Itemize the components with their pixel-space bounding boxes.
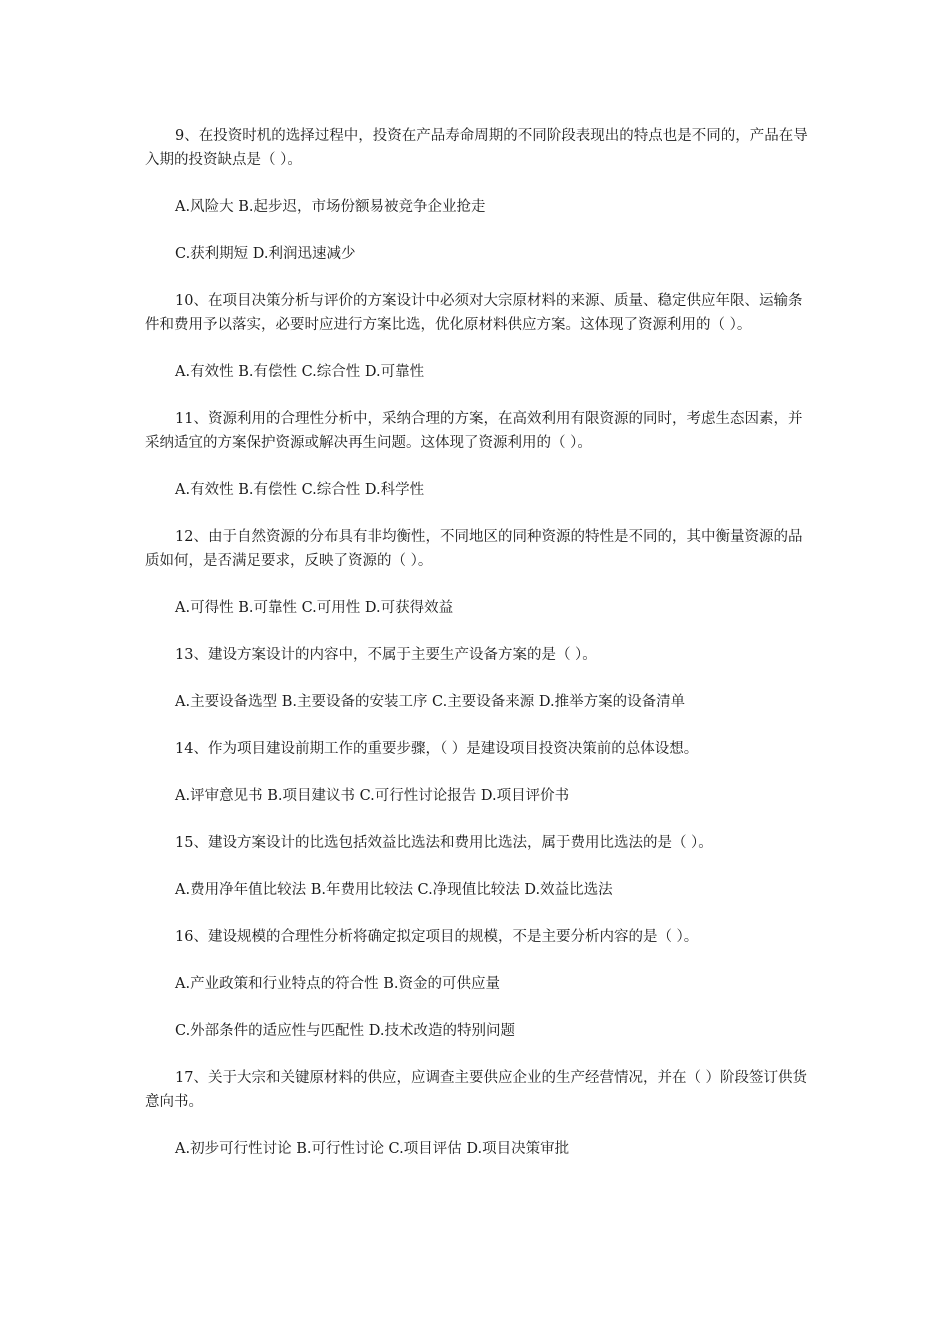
document-body (145, 124, 810, 1184)
options-15: A.费用净年值比较法 B.年费用比较法 C.净现值比较法 D.效益比选法 (175, 882, 613, 898)
options-13: A.主要设备选型 B.主要设备的安装工序 C.主要设备来源 D.推举方案的设备清单 (175, 694, 686, 710)
options-9-ab: A.风险大 B.起步迟，市场份额易被竞争企业抢走 (175, 199, 486, 215)
question-14: 14、作为项目建设前期工作的重要步骤，（ ）是建设项目投资决策前的总体设想。 (175, 741, 699, 757)
options-12: A.可得性 B.可靠性 C.可用性 D.可获得效益 (175, 600, 454, 616)
question-16: 16、建设规模的合理性分析将确定拟定项目的规模，不是主要分析内容的是（ ）。 (175, 929, 699, 945)
question-9: 9、在投资时机的选择过程中，投资在产品寿命周期的不同阶段表现出的特点也是不同的，产品在导入期的投资缺点是（ ）。 (145, 128, 808, 168)
question-17: 17、关于大宗和关键原材料的供应，应调查主要供应企业的生产经营情况，并在（ ）阶段签订供货意向书。 (145, 1070, 808, 1110)
options-11: A.有效性 B.有偿性 C.综合性 D.科学性 (175, 482, 425, 498)
options-17: A.初步可行性讨论 B.可行性讨论 C.项目评估 D.项目决策审批 (175, 1141, 570, 1157)
options-16-ab: A.产业政策和行业特点的符合性 B.资金的可供应量 (175, 976, 500, 992)
question-15: 15、建设方案设计的比选包括效益比选法和费用比选法，属于费用比选法的是（ ）。 (175, 835, 713, 851)
options-9-cd: C.获利期短 D.利润迅速减少 (175, 246, 356, 262)
options-16-cd: C.外部条件的适应性与匹配性 D.技术改造的特别问题 (175, 1023, 516, 1039)
options-14: A.评审意见书 B.项目建议书 C.可行性讨论报告 D.项目评价书 (175, 788, 570, 804)
options-10: A.有效性 B.有偿性 C.综合性 D.可靠性 (175, 364, 425, 380)
question-13: 13、建设方案设计的内容中，不属于主要生产设备方案的是（ ）。 (175, 647, 597, 663)
question-10: 10、在项目决策分析与评价的方案设计中必须对大宗原材料的来源、质量、稳定供应年限、运输条件和费用予以落实，必要时应进行方案比选，优化原材料供应方案。这体现了资源利用的（ ）。 (145, 293, 803, 333)
question-12: 12、由于自然资源的分布具有非均衡性，不同地区的同种资源的特性是不同的，其中衡量资源的品质如何，是否满足要求，反映了资源的（ ）。 (145, 529, 803, 569)
question-11: 11、资源利用的合理性分析中，采纳合理的方案，在高效利用有限资源的同时，考虑生态因素，并采纳适宜的方案保护资源或解决再生问题。这体现了资源利用的（ ）。 (145, 411, 803, 451)
